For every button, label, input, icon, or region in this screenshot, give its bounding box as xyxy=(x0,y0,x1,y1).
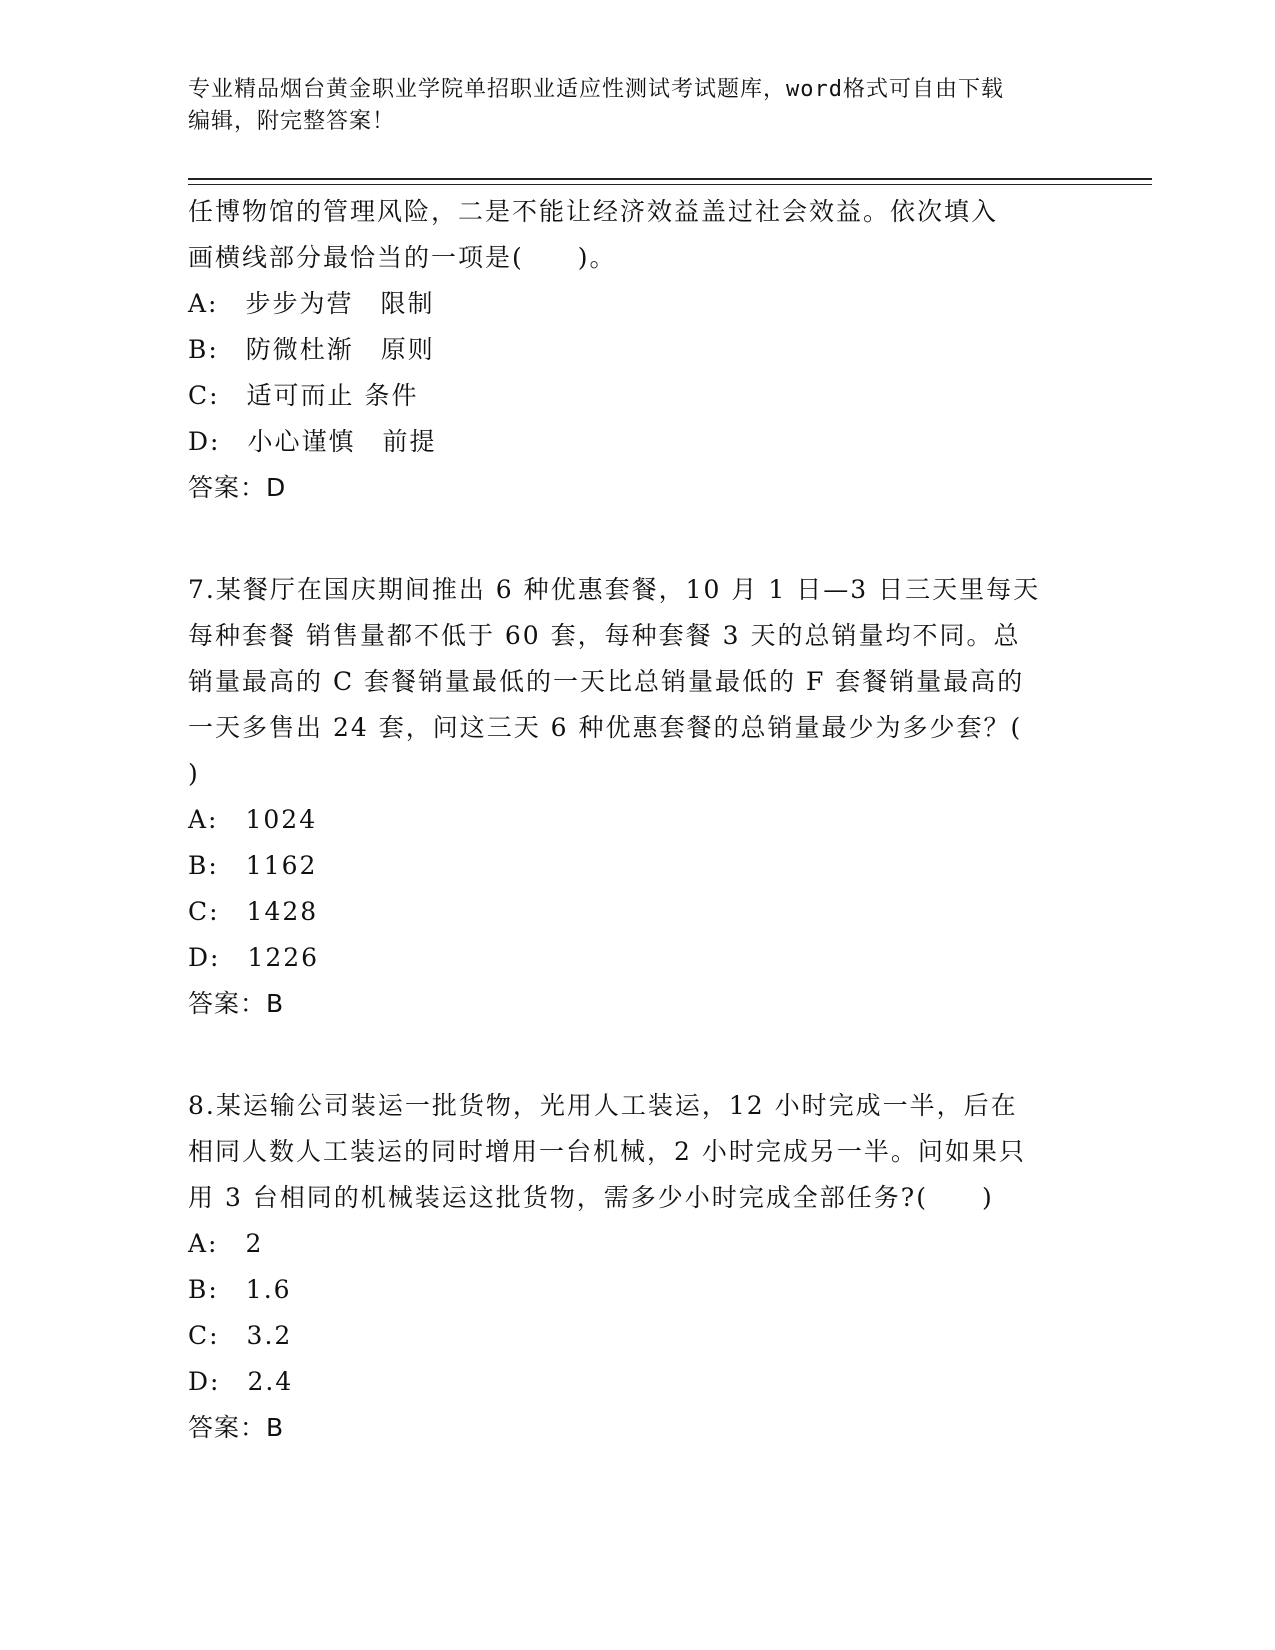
option-a: A: 步步为营 限制 xyxy=(188,289,435,318)
option-b: B: 1162 xyxy=(188,851,318,880)
question-text-line: 任博物馆的管理风险，二是不能让经济效益盖过社会效益。依次填入 xyxy=(188,197,999,226)
question-7 xyxy=(188,567,1088,1027)
question-text-line: 销量最高的 C 套餐销量最低的一天比总销量最低的 F 套餐销量最高的 xyxy=(188,667,1025,696)
question-text-line: 每种套餐 销售量都不低于 60 套，每种套餐 3 天的总销量均不同。总 xyxy=(188,621,1021,650)
answer-line: 答案：B xyxy=(188,1413,285,1442)
question-content xyxy=(188,189,1088,1451)
header-divider-thin xyxy=(188,184,1152,185)
option-d: D: 2.4 xyxy=(188,1367,294,1396)
answer-line: 答案：D xyxy=(188,473,287,502)
question-text-line: 8.某运输公司装运一批货物，光用人工装运，12 小时完成一半，后在 xyxy=(188,1091,1018,1120)
option-a: A: 2 xyxy=(188,1229,264,1258)
spacer xyxy=(188,1027,1088,1083)
question-8 xyxy=(188,1083,1088,1451)
document-header xyxy=(188,74,1068,138)
option-d: D: 小心谨慎 前提 xyxy=(188,427,437,456)
question-text-line: 一天多售出 24 套，问这三天 6 种优惠套餐的总销量最少为多少套？( xyxy=(188,713,1023,742)
option-c: C: 3.2 xyxy=(188,1321,293,1350)
option-a: A: 1024 xyxy=(188,805,318,834)
header-divider-thick xyxy=(188,178,1152,180)
spacer xyxy=(188,511,1088,567)
question-text-line: ) xyxy=(188,759,200,788)
question-text-line: 用 3 台相同的机械装运这批货物，需多少小时完成全部任务?( ) xyxy=(188,1183,994,1212)
answer-line: 答案：B xyxy=(188,989,285,1018)
question-text-line: 7.某餐厅在国庆期间推出 6 种优惠套餐，10 月 1 日—3 日三天里每天 xyxy=(188,575,1041,604)
header-line-1: 专业精品烟台黄金职业学院单招职业适应性测试考试题库，word格式可自由下载 xyxy=(188,77,1004,102)
option-d: D: 1226 xyxy=(188,943,320,972)
option-b: B: 防微杜渐 原则 xyxy=(188,335,435,364)
option-c: C: 适可而止 条件 xyxy=(188,381,419,410)
header-line-2: 编辑，附完整答案！ xyxy=(188,109,396,134)
option-b: B: 1.6 xyxy=(188,1275,292,1304)
question-6 xyxy=(188,189,1088,511)
question-text-line: 画横线部分最恰当的一项是( )。 xyxy=(188,243,617,272)
question-text-line: 相同人数人工装运的同时增用一台机械，2 小时完成另一半。问如果只 xyxy=(188,1137,1026,1166)
option-c: C: 1428 xyxy=(188,897,319,926)
